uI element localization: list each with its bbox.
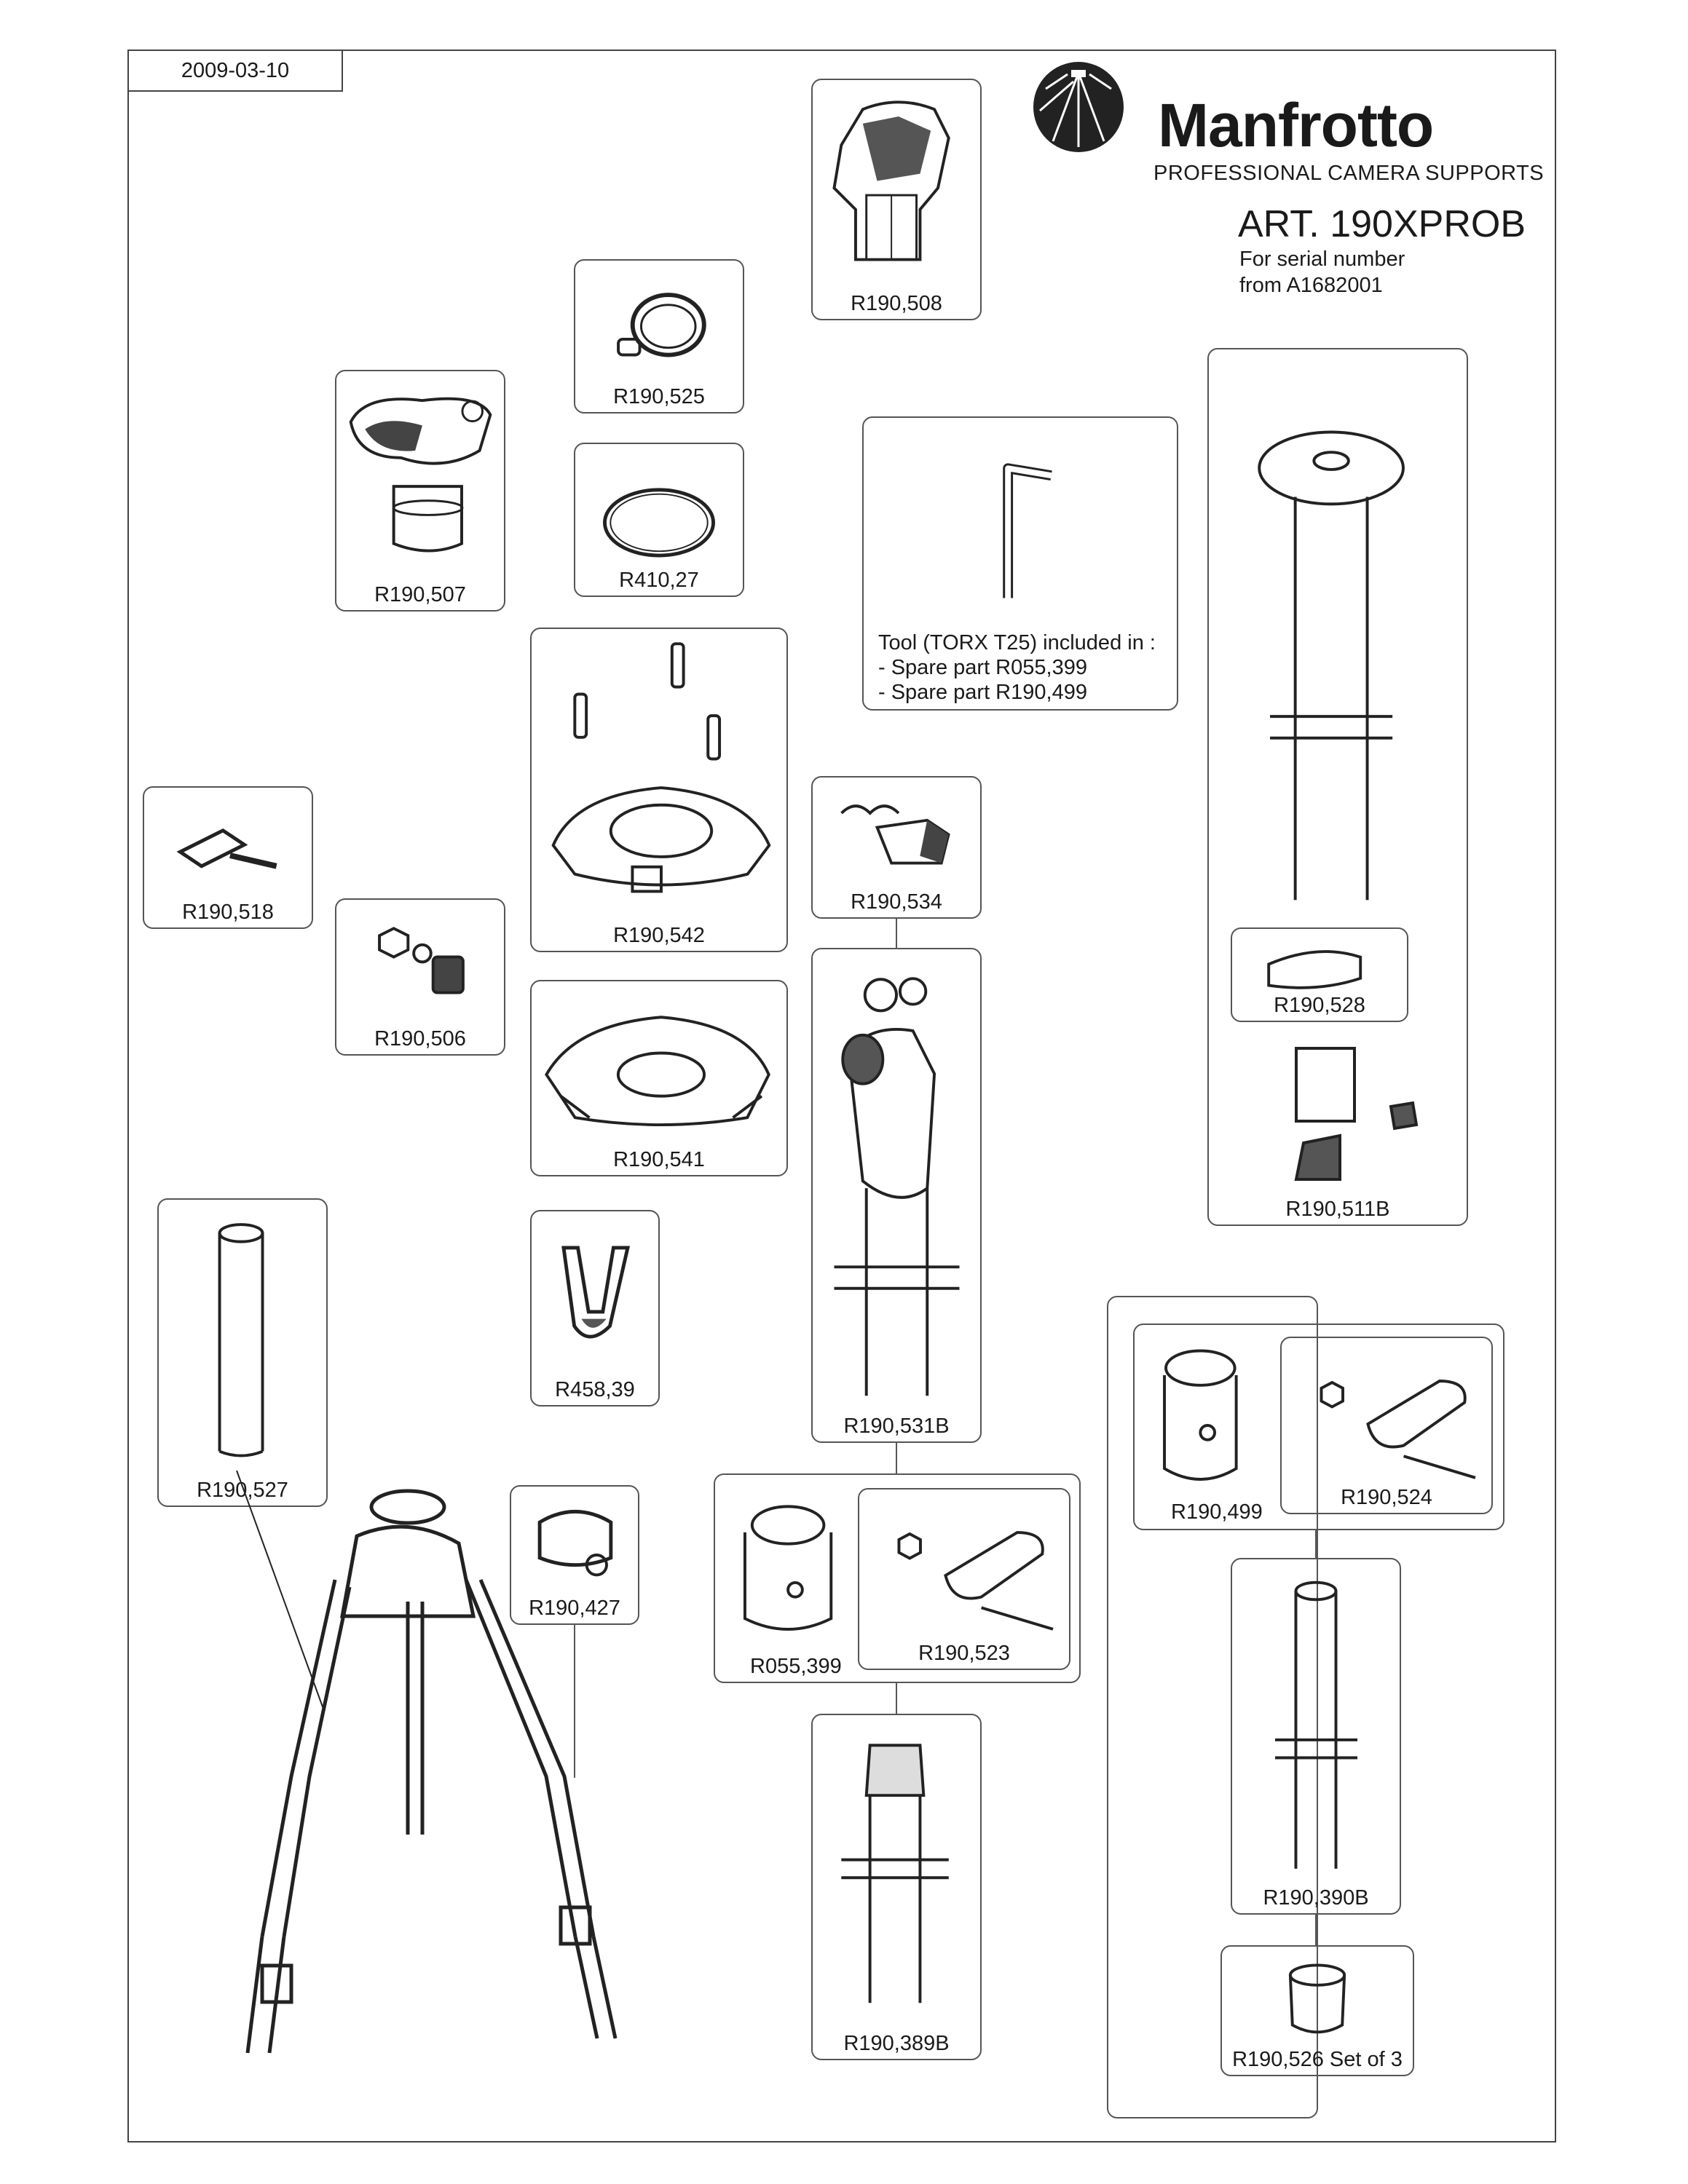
serial-line-2: from A1682001	[1239, 274, 1383, 297]
article-number: ART. 190XPROB	[1238, 203, 1526, 245]
part-r458-39[interactable]	[530, 1210, 660, 1406]
part-number: R190,527	[197, 1479, 288, 1502]
part-r190-541[interactable]	[530, 980, 788, 1176]
foot-clip-drawing	[532, 1211, 658, 1405]
part-r190-507[interactable]	[335, 370, 505, 612]
part-r190-523[interactable]	[858, 1488, 1070, 1670]
group-r190-499[interactable]	[1133, 1324, 1504, 1530]
part-number: R190,526 Set of 3	[1232, 2048, 1403, 2071]
column-lock-kit-drawing	[1209, 1034, 1470, 1194]
tool-line-1: Tool (TORX T25) included in :	[878, 631, 1156, 654]
leader-line	[1315, 1915, 1317, 1945]
part-number: R190,506	[374, 1027, 466, 1051]
part-r190-511b-column[interactable]	[1207, 348, 1468, 1226]
group-r055-399[interactable]	[714, 1473, 1081, 1683]
part-number: R190,542	[613, 924, 705, 947]
leg-spider-with-screws-drawing	[532, 629, 786, 951]
brand-tagline: PROFESSIONAL CAMERA SUPPORTS	[1153, 162, 1545, 185]
part-number: R190,390B	[1263, 1886, 1369, 1910]
part-number: R190,511B	[1285, 1198, 1390, 1221]
part-r190-508[interactable]	[811, 79, 982, 320]
part-r190-527[interactable]	[157, 1198, 328, 1507]
top-casting-drawing	[813, 80, 980, 319]
part-number: R190,427	[529, 1597, 620, 1620]
part-number: R190,534	[851, 890, 942, 914]
tool-note-box	[862, 416, 1178, 711]
part-r190-389b[interactable]	[811, 1714, 982, 2060]
part-number: R055,399	[750, 1655, 842, 1678]
leader-line	[896, 1443, 897, 1473]
part-number: R190,389B	[843, 2032, 950, 2055]
leader-line	[896, 1683, 897, 1714]
part-r190-390b[interactable]	[1231, 1558, 1401, 1915]
part-number: R190,508	[851, 292, 942, 315]
tool-line-2: - Spare part R055,399	[878, 656, 1087, 679]
manfrotto-logo-icon	[1031, 60, 1126, 154]
part-number: R190,523	[918, 1642, 1010, 1665]
column-head-drawing	[336, 371, 504, 610]
lower-leg-section-drawing	[1232, 1559, 1400, 1913]
part-r410-27[interactable]	[574, 443, 744, 597]
part-number: R410,27	[619, 569, 699, 592]
brand-name: Manfrotto	[1158, 91, 1434, 159]
part-r190-524[interactable]	[1280, 1337, 1493, 1514]
part-number: R190,499	[1171, 1500, 1263, 1524]
upper-leg-section-drawing	[813, 949, 980, 1441]
serial-note	[1239, 246, 1405, 298]
middle-leg-section-drawing	[813, 1715, 980, 2059]
part-r190-534[interactable]	[811, 776, 982, 919]
part-number: R190,528	[1274, 994, 1365, 1017]
date-stamp: 2009-03-10	[127, 50, 343, 92]
part-number: R190,524	[1341, 1486, 1432, 1509]
leg-spider-drawing	[532, 981, 786, 1175]
part-r190-531b[interactable]	[811, 948, 982, 1443]
serial-line-1: For serial number	[1239, 248, 1405, 271]
leader-line	[1315, 1530, 1317, 1558]
part-number: R190,518	[182, 901, 274, 924]
part-r190-518[interactable]	[143, 786, 313, 929]
leader-line	[896, 919, 897, 948]
part-r190-526[interactable]	[1220, 1945, 1414, 2076]
part-number: R190,525	[613, 385, 705, 408]
part-number: R190,507	[374, 583, 466, 606]
part-r190-506[interactable]	[335, 898, 505, 1056]
part-r190-525[interactable]	[574, 259, 744, 414]
part-number: R458,39	[555, 1378, 635, 1401]
tool-line-3: - Spare part R190,499	[878, 681, 1087, 704]
part-number: R190,541	[613, 1148, 705, 1171]
part-r190-542[interactable]	[530, 628, 788, 952]
tripod-assembly-drawing	[167, 1471, 641, 2097]
center-column-tube-drawing	[159, 1200, 326, 1506]
part-number: R190,531B	[843, 1415, 950, 1438]
tool-description	[878, 630, 1156, 705]
part-r190-528[interactable]	[1231, 927, 1408, 1022]
